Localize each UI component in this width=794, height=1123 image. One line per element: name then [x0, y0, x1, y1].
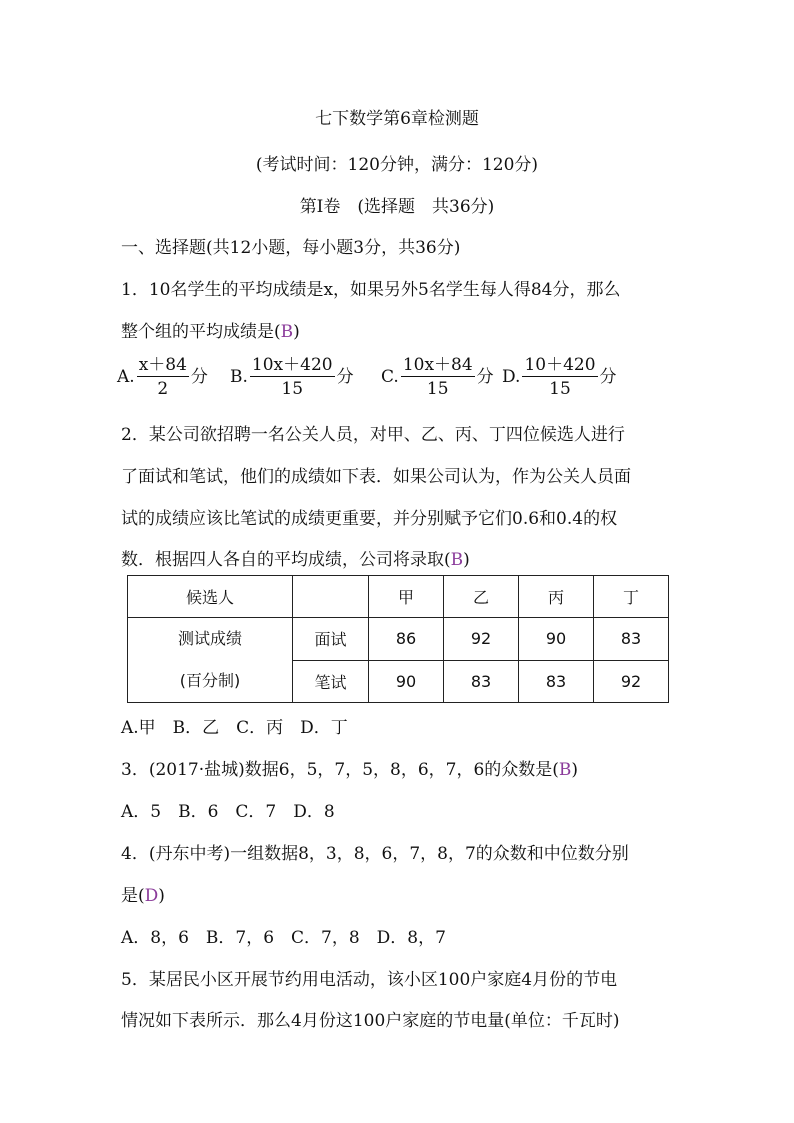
q1-option-b-denominator: 15	[281, 379, 304, 399]
q1-option-b-unit: 分	[336, 367, 354, 387]
q2-line1: 2．某公司欲招聘一名公关人员，对甲、乙、丙、丁四位候选人进行	[121, 425, 625, 445]
written-score-1: 90	[369, 660, 444, 703]
q4-line1: 4．(丹东中考)一组数据8，3，8，6，7，8，7的众数和中位数分别	[121, 844, 629, 864]
q2-options: A.甲 B．乙 C．丙 D．丁	[121, 718, 348, 738]
q3-paren-close: )	[571, 760, 579, 780]
q1-option-d-numerator: 10＋420	[524, 355, 596, 375]
written-score-2: 83	[444, 660, 519, 703]
written-score-3: 83	[519, 660, 594, 703]
q4-stem-text: 是(	[121, 886, 145, 906]
q5-line2: 情况如下表所示．那么4月份这100户家庭的节电量(单位：千瓦时)	[121, 1011, 620, 1031]
q3-line1	[121, 755, 578, 780]
q1-option-c	[381, 354, 494, 401]
page-title: 七下数学第6章检测题	[315, 109, 479, 129]
q1-option-d-denominator: 15	[549, 379, 571, 399]
q2-paren-close: )	[463, 550, 470, 570]
q1-option-d-fraction	[522, 354, 597, 401]
q1-line1: 1．10名学生的平均成绩是x，如果另外5名学生每人得84分，那么	[121, 280, 621, 300]
q1-option-a-unit: 分	[190, 367, 208, 387]
q5-line1: 5．某居民小区开展节约用电活动，该小区100户家庭4月份的节电	[121, 970, 618, 990]
score-category-cell	[128, 618, 293, 703]
table-row	[128, 618, 669, 661]
q1-option-a-numerator: x＋84	[138, 355, 187, 375]
q1-option-c-numerator: 10x＋84	[402, 355, 473, 375]
q1-option-b-numerator: 10x＋420	[251, 355, 333, 375]
q1-option-c-fraction	[401, 354, 475, 401]
q3-options: A．5 B．6 C．7 D．8	[121, 802, 335, 822]
header-blank-cell	[293, 576, 369, 618]
q1-option-b-fraction	[250, 354, 335, 401]
interview-score-3: 90	[519, 618, 594, 661]
header-candidate-3: 丙	[519, 576, 594, 618]
q1-option-a-label: A.	[117, 367, 135, 387]
q2-line3: 试的成绩应该比笔试的成绩更重要，并分别赋予它们0.6和0.4的权	[121, 509, 618, 529]
q4-paren-close: )	[158, 886, 165, 906]
q2-line2: 了面试和笔试，他们的成绩如下表．如果公司认为，作为公关人员面	[121, 467, 631, 487]
q1-option-d-unit: 分	[599, 367, 617, 387]
written-score-4: 92	[594, 660, 669, 703]
header-candidate-4: 丁	[594, 576, 669, 618]
header-candidate-label: 候选人	[128, 576, 293, 618]
exam-info: (考试时间：120分钟，满分：120分)	[255, 155, 539, 175]
q1-line2	[121, 317, 300, 342]
written-label: 笔试	[293, 660, 369, 703]
header-candidate-2: 乙	[444, 576, 519, 618]
q1-option-d	[502, 354, 617, 401]
q2-line4	[121, 545, 470, 570]
q4-answer: D	[144, 886, 159, 906]
table-row	[128, 576, 669, 618]
q1-option-a	[117, 354, 208, 401]
interview-score-2: 92	[444, 618, 519, 661]
header-candidate-1: 甲	[369, 576, 444, 618]
part-title: 第Ⅰ卷 (选择题 共36分)	[299, 197, 495, 217]
q4-options: A．8，6 B．7，6 C．7，8 D．8，7	[121, 928, 446, 948]
interview-score-1: 86	[369, 618, 444, 661]
q1-stem-text: 整个组的平均成绩是(	[121, 322, 281, 342]
score-category-sublabel: (百分制)	[179, 671, 241, 690]
q3-answer: B	[558, 760, 572, 780]
q3-stem-text: 3．(2017·盐城)数据6，5，7，5，8，6，7，6的众数是(	[121, 760, 559, 780]
q1-option-a-denominator: 2	[157, 379, 169, 399]
q1-option-c-denominator: 15	[426, 379, 449, 399]
q1-option-d-label: D.	[502, 367, 521, 387]
q1-option-c-unit: 分	[476, 367, 494, 387]
q1-option-a-fraction	[137, 354, 189, 401]
candidate-score-table	[127, 575, 669, 703]
q2-stem-text: 数．根据四人各自的平均成绩，公司将录取(	[121, 550, 451, 570]
q2-answer: B	[450, 550, 464, 570]
q1-paren-close: )	[293, 322, 300, 342]
interview-label: 面试	[293, 618, 369, 661]
interview-score-4: 83	[594, 618, 669, 661]
q1-option-b	[230, 354, 354, 401]
score-category-label: 测试成绩	[177, 629, 242, 648]
q4-line2	[121, 881, 165, 906]
q1-answer: B	[280, 322, 294, 342]
q1-option-c-label: C.	[381, 367, 399, 387]
section-title: 一、选择题(共12小题，每小题3分，共36分)	[121, 238, 461, 258]
q1-option-b-label: B.	[230, 367, 248, 387]
